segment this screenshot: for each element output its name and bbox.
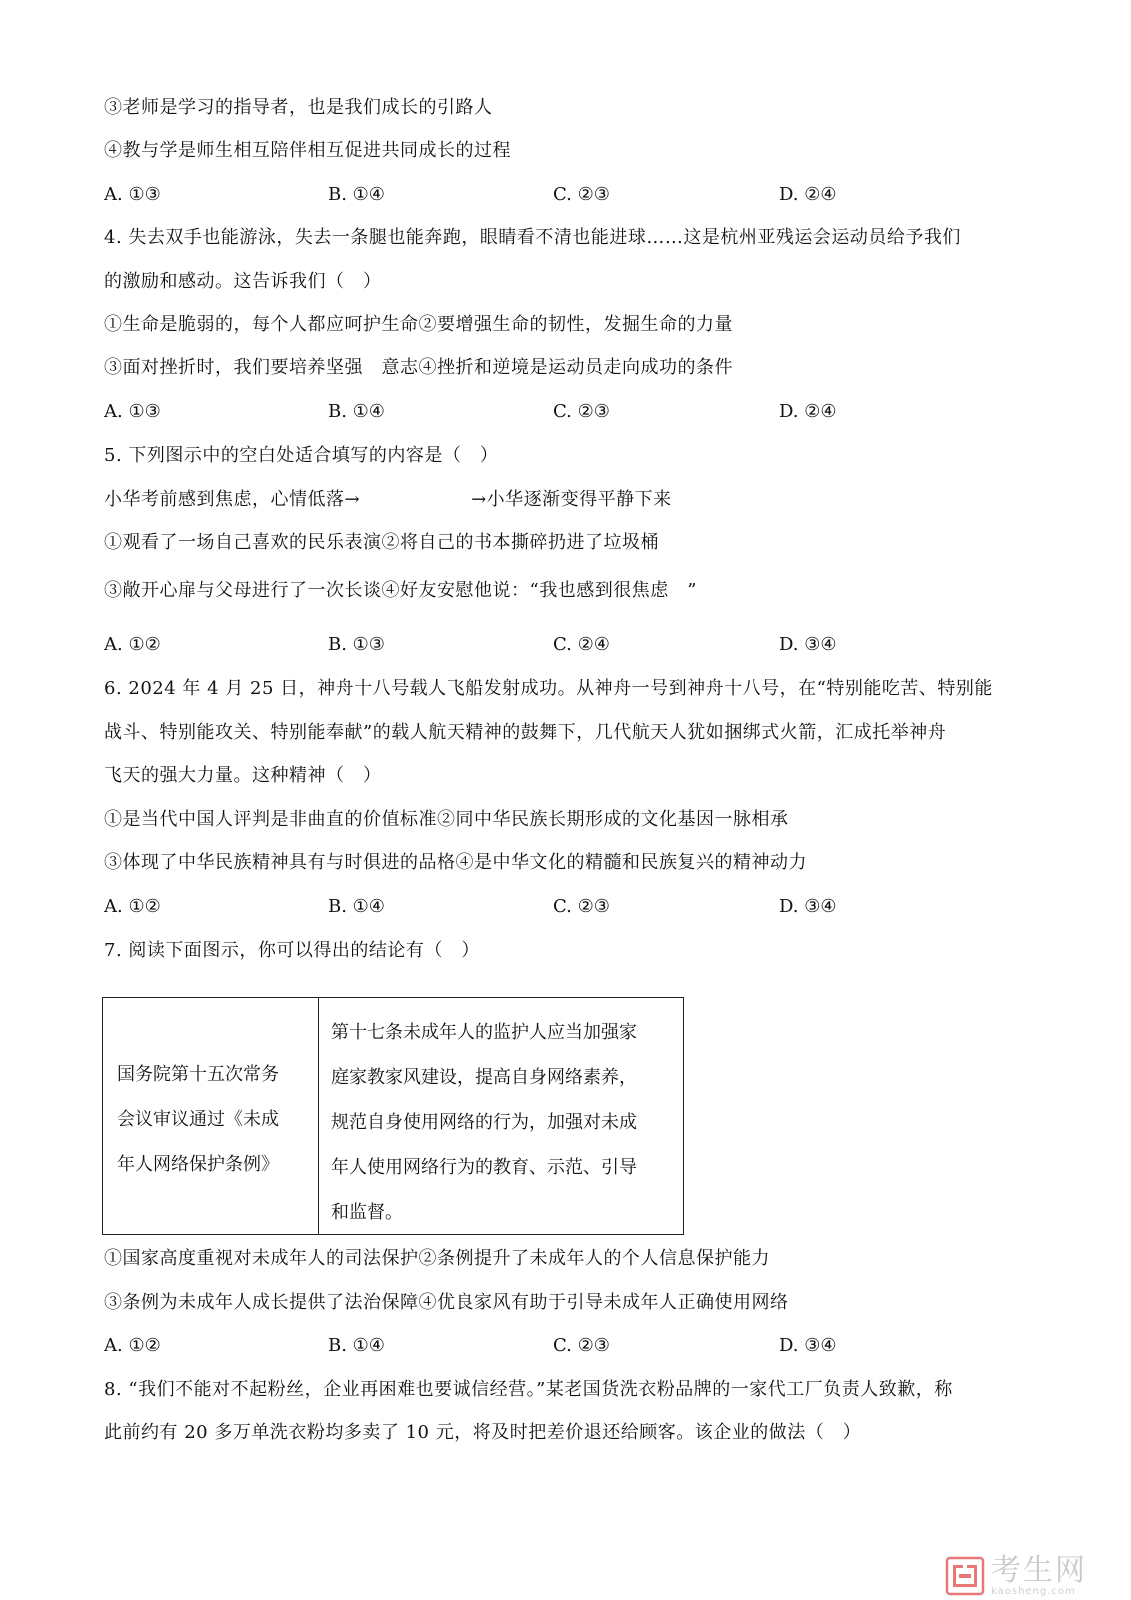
q4-stem-line-2: 的激励和感动。这告诉我们（ ） [104,271,382,292]
q4-statements-2: ③面对挫折时，我们要培养坚强 意志④挫折和逆境是运动员走向成功的条件 [104,357,733,378]
q5-flow: 小华考前感到焦虑，心情低落→ →小华逐渐变得平静下来 [104,489,672,510]
q7-table-right-cell [319,998,683,1234]
q5-statements-2: ③敞开心扉与父母进行了一次长谈④好友安慰他说：“我也感到很焦虑 ” [104,580,697,601]
q3-statement-3: ③老师是学习的指导者，也是我们成长的引路人 [104,97,493,118]
q6-stem-line-2: 战斗、特别能攻关、特别能奉献”的载人航天精神的鼓舞下，几代航天人犹如捆绑式火箭，汇成托举神舟 [104,722,947,743]
q5-statements-1: ①观看了一场自己喜欢的民乐表演②将自己的书本撕碎扔进了垃圾桶 [104,532,659,553]
q7-table-right-line: 庭家教家风建设，提高自身网络素养， [331,1067,637,1088]
q5-option-a: A. ①② [104,634,161,655]
q4-option-d: D. ②④ [779,401,837,422]
q7-stem: 7. 阅读下面图示，你可以得出的结论有（ ） [104,940,480,961]
q5-option-b: B. ①③ [328,634,385,655]
q7-option-c: C. ②③ [553,1335,610,1356]
q7-table-left-line: 国务院第十五次常务 [117,1064,279,1085]
q3-option-c: C. ②③ [553,184,610,205]
q7-statements-2: ③条例为未成年人成长提供了法治保障④优良家风有助于引导未成年人正确使用网络 [104,1292,789,1313]
q6-option-c: C. ②③ [553,896,610,917]
q5-stem: 5. 下列图示中的空白处适合填写的内容是（ ） [104,445,499,466]
watermark-url: kaosheng.com [991,1586,1076,1597]
q7-option-a: A. ①② [104,1335,161,1356]
q7-table-right-line: 第十七条未成年人的监护人应当加强家 [331,1022,637,1043]
q7-option-b: B. ①④ [328,1335,385,1356]
q6-stem-line-1: 6. 2024 年 4 月 25 日，神舟十八号载人飞船发射成功。从神舟一号到神舟十八号，在“特别能吃苦、特别能 [104,678,993,699]
q7-table-left-cell [103,998,319,1234]
q7-table-left-line: 会议审议通过《未成 [117,1109,279,1130]
q6-statements-2: ③体现了中华民族精神具有与时俱进的品格④是中华文化的精髓和民族复兴的精神动力 [104,852,807,873]
q6-option-b: B. ①④ [328,896,385,917]
q6-stem-line-3: 飞天的强大力量。这种精神（ ） [104,765,382,786]
q4-option-b: B. ①④ [328,401,385,422]
q4-statements-1: ①生命是脆弱的，每个人都应呵护生命②要增强生命的韧性，发掘生命的力量 [104,314,733,335]
q3-option-d: D. ②④ [779,184,837,205]
q7-table-right-line: 规范自身使用网络的行为，加强对未成 [331,1112,637,1133]
q5-option-d: D. ③④ [779,634,837,655]
kaosheng-logo-icon [945,1556,985,1596]
q7-table-right-line: 和监督。 [331,1202,403,1223]
q8-stem-line-1: 8. “我们不能对不起粉丝，企业再困难也要诚信经营。”某老国货洗衣粉品牌的一家代工厂负责人致歉，称 [104,1379,953,1400]
q4-option-c: C. ②③ [553,401,610,422]
q6-option-d: D. ③④ [779,896,837,917]
q6-statements-1: ①是当代中国人评判是非曲直的价值标准②同中华民族长期形成的文化基因一脉相承 [104,809,789,830]
q4-stem-line-1: 4. 失去双手也能游泳，失去一条腿也能奔跑，眼睛看不清也能进球……这是杭州亚残运会运动员给予我们 [104,227,961,248]
watermark [945,1555,1087,1597]
q6-option-a: A. ①② [104,896,161,917]
q7-table [102,997,684,1235]
q7-table-right-line: 年人使用网络行为的教育、示范、引导 [331,1157,637,1178]
q3-option-b: B. ①④ [328,184,385,205]
q7-statements-1: ①国家高度重视对未成年人的司法保护②条例提升了未成年人的个人信息保护能力 [104,1248,770,1269]
q3-statement-4: ④教与学是师生相互陪伴相互促进共同成长的过程 [104,140,511,161]
q7-table-left-line: 年人网络保护条例》 [117,1154,279,1175]
watermark-name: 考生网 [991,1553,1087,1588]
q8-stem-line-2: 此前约有 20 多万单洗衣粉均多卖了 10 元，将及时把差价退还给顾客。该企业的做法（ ） [104,1422,862,1443]
q3-option-a: A. ①③ [104,184,161,205]
q4-option-a: A. ①③ [104,401,161,422]
q5-option-c: C. ②④ [553,634,610,655]
q7-option-d: D. ③④ [779,1335,837,1356]
